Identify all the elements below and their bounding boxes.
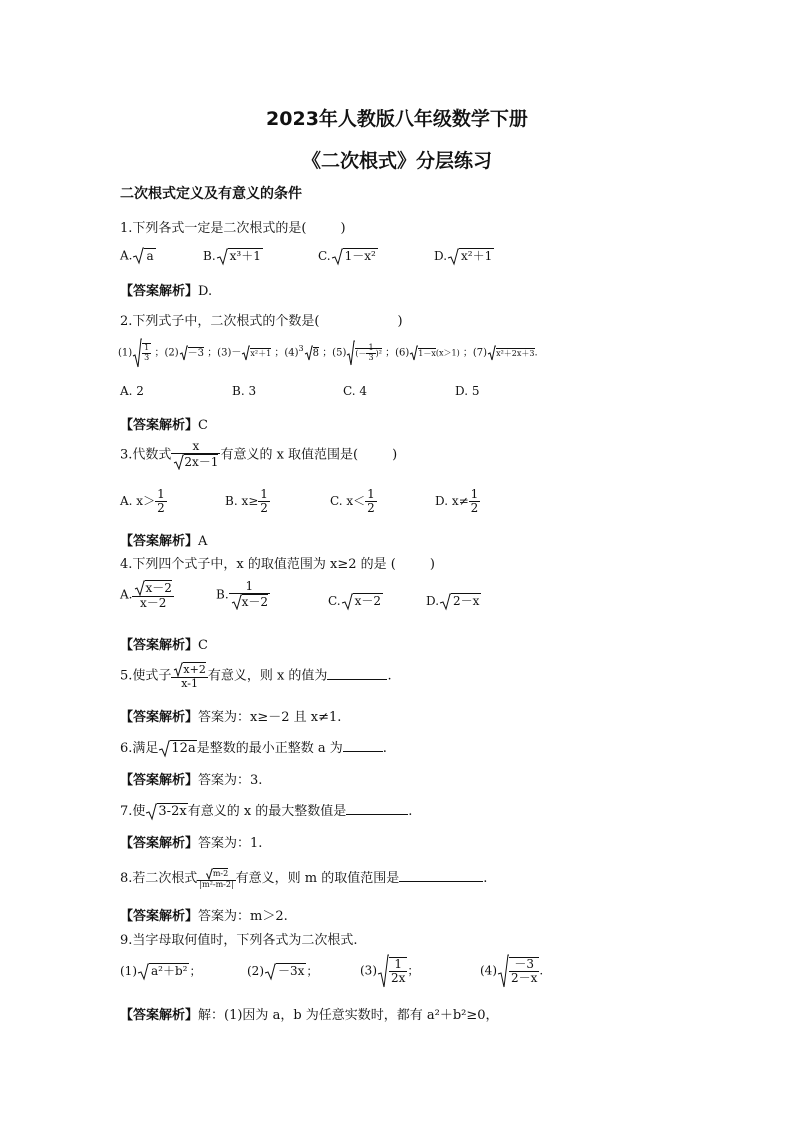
q2-option-a: A. 2 (120, 384, 144, 398)
q1-option-b: B. x³＋1 (203, 247, 263, 266)
question-1: 1.下列各式一定是二次根式的是( ) (120, 221, 346, 236)
answer-blank[interactable] (327, 667, 387, 680)
question-2: 2.下列式子中，二次根式的个数是( ) (120, 314, 403, 329)
q9-part-1: (1) a²＋b² ； (120, 964, 202, 978)
radical (331, 248, 343, 266)
q4-option-d: D. 2－x (426, 594, 480, 608)
answer-8: 【答案解析】答案为：m＞2. (120, 909, 288, 924)
radical (132, 247, 144, 265)
q3-option-a: A. x＞ $\frac{1}{2}$ (120, 487, 165, 516)
answer-blank[interactable] (399, 869, 483, 882)
answer-5: 【答案解析】答案为：x≥－2 且 x≠1. (120, 710, 342, 725)
answer-blank[interactable] (343, 739, 383, 752)
answer-6: 【答案解析】答案为：3. (120, 773, 263, 788)
question-8: 8.若二次根式 $\frac{m-2}{\text{|m²-m-2|}}$ 有意义，则 m 的取值范围是 . (120, 868, 488, 889)
q3-option-c: C. x＜ $\frac{1}{2}$ (330, 487, 375, 516)
answer-2: 【答案解析】C (120, 418, 208, 433)
title-line-1: 2023年人教版八年级数学下册 (266, 108, 528, 130)
answer-4: 【答案解析】C (120, 638, 208, 653)
q4-option-c: C. x－2 (328, 594, 381, 608)
question-6: 6.满足 12a是整数的最小正整数 a 为 . (120, 741, 387, 756)
answer-3: 【答案解析】A (120, 534, 208, 549)
q3-option-b: B. x≥ $\frac{1}{2}$ (225, 487, 268, 516)
q4-option-b: B. $\frac{1}{x-2}$ (216, 579, 269, 609)
q2-expression-list: (1) $\frac{1}{3}$ ；(2) －3 ；(3)－ x²＋1 ；$(4)^3$ 8 ；(5) (－ $\frac{1}{3}$ )² ；(6) 1－x(x＞1) ；(7) x²＋2x＋3. (118, 338, 538, 368)
question-3: 3.代数式 $\frac{x}{2x-1}$ 有意义的 x 取值范围是( ) (120, 439, 398, 469)
answer-blank[interactable] (346, 802, 408, 815)
q2-option-c: C. 4 (343, 384, 368, 398)
section-heading: 二次根式定义及有意义的条件 (120, 186, 302, 202)
title-line-2: 《二次根式》分层练习 (301, 150, 492, 172)
radical (216, 248, 228, 266)
radical (447, 248, 459, 266)
answer-7: 【答案解析】答案为：1. (120, 836, 263, 851)
q1-option-a: A. a (120, 247, 156, 265)
answer-9: 【答案解析】解：(1)因为 a，b 为任意实数时，都有 a²＋b²≥0， (120, 1008, 499, 1023)
question-9: 9.当字母取何值时，下列各式为二次根式. (120, 933, 358, 948)
q9-part-3: (3) $\frac{1}{2x}$ ； (360, 956, 420, 985)
q2-option-b: B. 3 (232, 384, 257, 398)
q1-option-d: D. x²＋1 (434, 247, 494, 266)
answer-1: 【答案解析】D. (120, 284, 213, 299)
question-4: 4.下列四个式子中，x 的取值范围为 x≥2 的是 ( ) (120, 557, 435, 572)
q2-option-d: D. 5 (455, 384, 480, 398)
q9-part-4: (4) $\frac{-3}{2-x}$ . (480, 956, 544, 985)
q4-option-a: A. $\frac{x-2}{x-2}$ (120, 580, 172, 610)
q1-option-c: C. 1－x² (318, 247, 378, 266)
q3-option-d: D. x≠ $\frac{1}{2}$ (435, 487, 479, 516)
question-7: 7.使 3-2x有意义的 x 的最大整数值是 . (120, 804, 413, 819)
question-5: 5.使式子 $\frac{x+2}{x-1}$ 有意义，则 x 的值为 . (120, 662, 392, 690)
q9-part-2: (2) －3x ； (247, 964, 319, 978)
